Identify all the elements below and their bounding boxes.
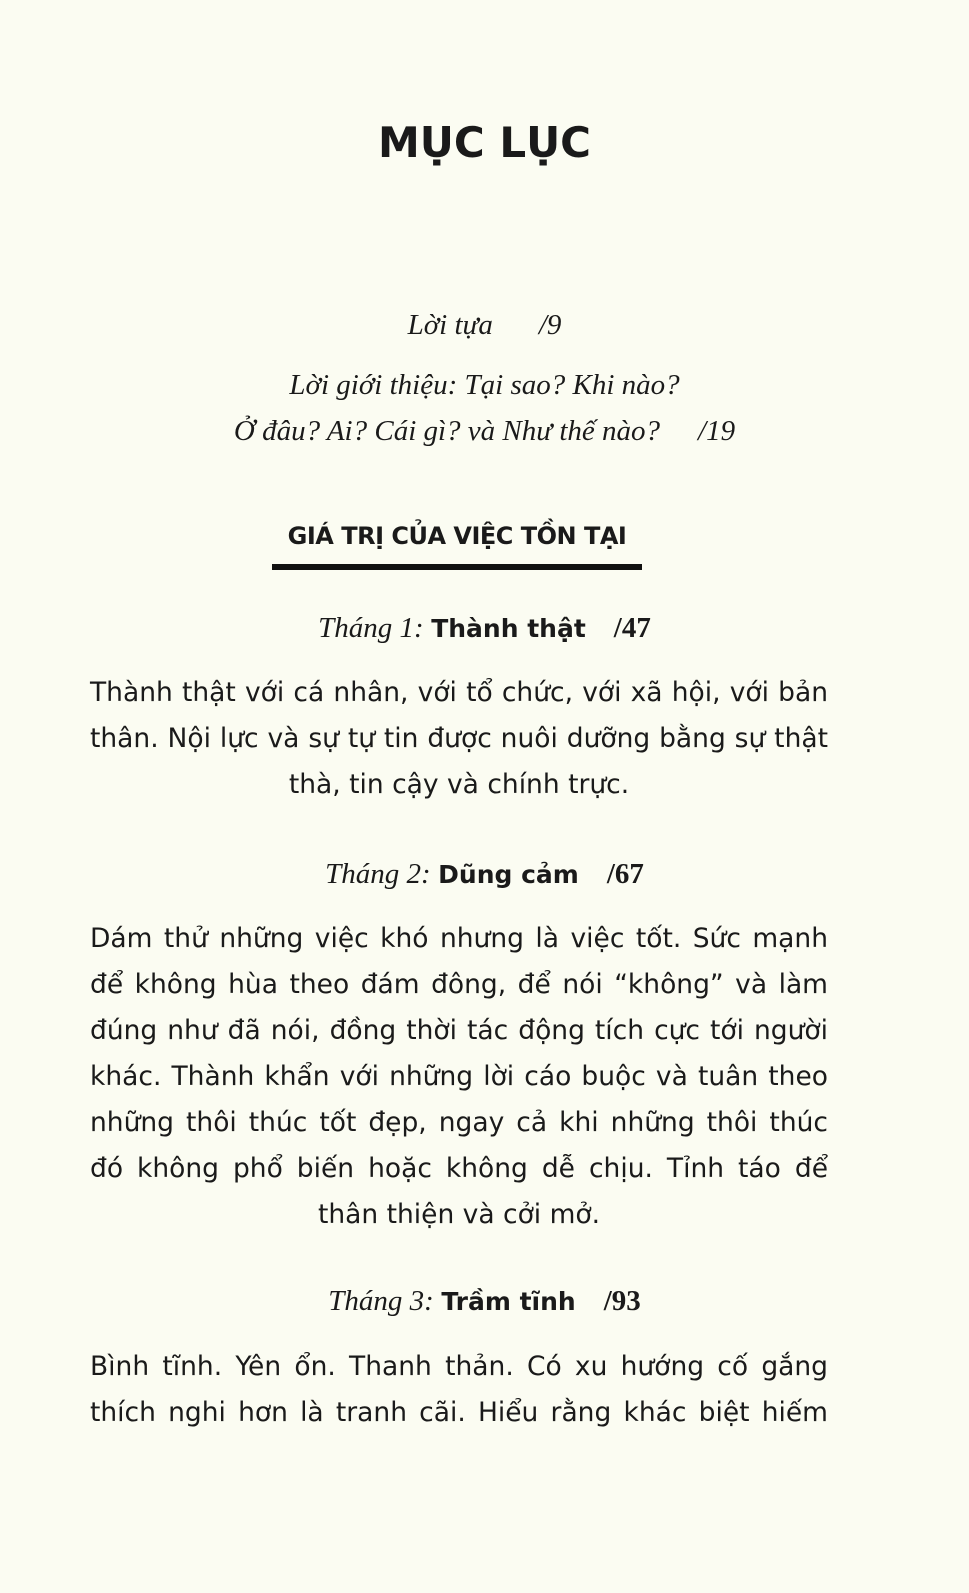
toc-entry-page: /9 bbox=[538, 309, 562, 341]
month-label: Tháng 3: bbox=[328, 1285, 434, 1317]
month-name: Trầm tĩnh bbox=[441, 1287, 576, 1316]
toc-entry-label-line1: Lời giới thiệu: Tại sao? Khi nào? bbox=[289, 369, 680, 401]
month-page: /47 bbox=[613, 612, 651, 644]
toc-entry-introduction bbox=[0, 362, 969, 454]
toc-entry-label-line2: Ở đâu? Ai? Cái gì? và Như thế nào? bbox=[233, 415, 661, 447]
toc-entry-page: /19 bbox=[698, 415, 736, 447]
toc-entry-label: Lời tựa bbox=[407, 309, 493, 341]
month-description: Dám thử những việc khó nhưng là việc tốt. Sức mạnh để không hùa theo đám đông, để nói “không” và làm đúng như đã nói, đồng thời tác động tích cực tới người khác. Thành khẩn với những lời cáo buộc và tuân theo những thôi thúc tốt đẹp, ngay cả khi những thôi thúc đó không phổ biến hoặc không dễ chịu. Tỉnh táo để thân thiện và cởi mở. bbox=[90, 923, 828, 1230]
month-label: Tháng 2: bbox=[325, 858, 431, 890]
month-page: /93 bbox=[603, 1285, 641, 1317]
toc-month-3 bbox=[0, 1285, 969, 1318]
toc-entry-foreword bbox=[0, 302, 969, 348]
month-description: Bình tĩnh. Yên ổn. Thanh thản. Có xu hướng cố gắng thích nghi hơn là tranh cãi. Hiểu rằng khác biệt hiếm bbox=[90, 1351, 828, 1428]
page-title: MỤC LỤC bbox=[377, 118, 592, 167]
toc-month-1 bbox=[0, 612, 969, 645]
month-description: Thành thật với cá nhân, với tổ chức, với xã hội, với bản thân. Nội lực và sự tự tin được nuôi dưỡng bằng sự thật thà, tin cậy và chính trực. bbox=[90, 677, 828, 800]
month-name: Dũng cảm bbox=[438, 860, 579, 889]
toc-month-2 bbox=[0, 858, 969, 891]
month-page: /67 bbox=[606, 858, 644, 890]
month-name: Thành thật bbox=[431, 614, 586, 643]
part-heading: GIÁ TRỊ CỦA VIỆC TỒN TẠI bbox=[287, 522, 627, 550]
part-heading-underline bbox=[272, 564, 642, 570]
month-label: Tháng 1: bbox=[318, 612, 424, 644]
